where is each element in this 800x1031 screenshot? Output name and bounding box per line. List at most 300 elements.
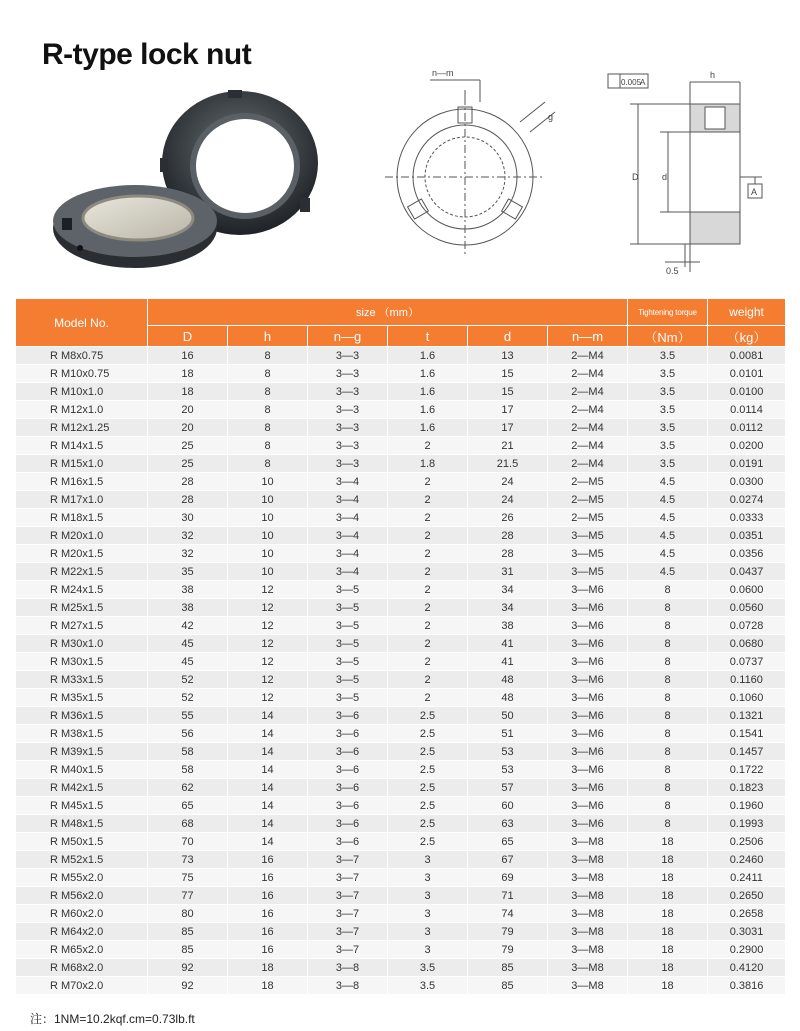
cell-d: 41 [468,653,548,671]
cell-nm: 3—M5 [548,563,628,581]
cell-torque: 3.5 [628,455,708,473]
cell-d: 24 [468,491,548,509]
cell-nm: 3—M6 [548,743,628,761]
cell-nm: 2—M4 [548,437,628,455]
cell-torque: 8 [628,725,708,743]
cell-torque: 8 [628,653,708,671]
table-row [16,437,786,455]
table-row [16,689,786,707]
cell-d: 26 [468,509,548,527]
cell-weight: 0.0274 [708,491,786,509]
cell-nm: 3—M6 [548,761,628,779]
cell-torque: 18 [628,923,708,941]
cell-d: 60 [468,797,548,815]
cell-d: 38 [468,617,548,635]
cell-nm: 3—M6 [548,635,628,653]
cell-h: 14 [228,707,308,725]
cell-h: 10 [228,527,308,545]
cell-D: 28 [148,491,228,509]
cell-weight: 0.1823 [708,779,786,797]
cell-ng: 3—5 [308,689,388,707]
table-row [16,365,786,383]
cell-model: R M33x1.5 [16,671,148,689]
cell-ng: 3—5 [308,617,388,635]
table-row [16,473,786,491]
table-row [16,779,786,797]
cell-D: 55 [148,707,228,725]
cell-t: 2 [388,671,468,689]
cell-ng: 3—3 [308,401,388,419]
cell-weight: 0.0351 [708,527,786,545]
cell-torque: 8 [628,761,708,779]
cell-model: R M52x1.5 [16,851,148,869]
table-row [16,617,786,635]
cell-d: 48 [468,671,548,689]
cell-weight: 0.0356 [708,545,786,563]
side-05-label: 0.5 [666,266,679,276]
cell-torque: 18 [628,887,708,905]
cell-d: 28 [468,527,548,545]
cell-ng: 3—4 [308,563,388,581]
side-h-label: h [710,70,716,80]
cell-ng: 3—6 [308,797,388,815]
cell-D: 38 [148,581,228,599]
cell-torque: 8 [628,707,708,725]
cell-torque: 3.5 [628,401,708,419]
cell-ng: 3—3 [308,419,388,437]
cell-model: R M20x1.0 [16,527,148,545]
table-row [16,509,786,527]
cell-torque: 18 [628,941,708,959]
cell-torque: 4.5 [628,545,708,563]
cell-weight: 0.0560 [708,599,786,617]
cell-h: 16 [228,869,308,887]
cell-model: R M42x1.5 [16,779,148,797]
cell-torque: 18 [628,833,708,851]
cell-ng: 3—5 [308,581,388,599]
cell-model: R M64x2.0 [16,923,148,941]
cell-nm: 3—M8 [548,869,628,887]
table-row [16,527,786,545]
side-view-drawing [590,62,790,282]
cell-model: R M15x1.0 [16,455,148,473]
page-title: R-type lock nut [42,38,252,71]
cell-h: 14 [228,725,308,743]
table-row [16,851,786,869]
cell-nm: 3—M6 [548,725,628,743]
header-torque-unit: （Nm） [628,326,708,347]
cell-ng: 3—6 [308,779,388,797]
cell-torque: 4.5 [628,563,708,581]
cell-d: 48 [468,689,548,707]
cell-nm: 2—M4 [548,419,628,437]
table-row [16,959,786,977]
table-row [16,761,786,779]
cell-t: 2.5 [388,797,468,815]
header-weight: weight [708,299,786,326]
cell-h: 16 [228,923,308,941]
cell-D: 92 [148,959,228,977]
cell-torque: 8 [628,599,708,617]
cell-d: 13 [468,347,548,365]
cell-t: 1.6 [388,365,468,383]
cell-ng: 3—7 [308,869,388,887]
cell-torque: 3.5 [628,365,708,383]
cell-torque: 18 [628,851,708,869]
cell-ng: 3—4 [308,473,388,491]
cell-D: 80 [148,905,228,923]
cell-model: R M25x1.5 [16,599,148,617]
cell-weight: 0.0100 [708,383,786,401]
cell-d: 85 [468,959,548,977]
cell-weight: 0.1321 [708,707,786,725]
cell-D: 85 [148,941,228,959]
cell-model: R M24x1.5 [16,581,148,599]
cell-nm: 2—M4 [548,365,628,383]
table-row [16,347,786,365]
cell-t: 2.5 [388,761,468,779]
cell-t: 2 [388,617,468,635]
cell-t: 3 [388,869,468,887]
cell-h: 10 [228,473,308,491]
table-row [16,653,786,671]
header-nm: n—m [548,326,628,347]
cell-nm: 3—M6 [548,689,628,707]
table-row [16,725,786,743]
cell-weight: 0.0600 [708,581,786,599]
cell-D: 92 [148,977,228,995]
cell-nm: 3—M8 [548,923,628,941]
cell-t: 1.6 [388,383,468,401]
cell-weight: 0.2658 [708,905,786,923]
cell-torque: 4.5 [628,509,708,527]
cell-nm: 2—M4 [548,383,628,401]
cell-t: 1.6 [388,401,468,419]
table-row [16,905,786,923]
cell-ng: 3—4 [308,545,388,563]
cell-ng: 3—7 [308,923,388,941]
cell-D: 16 [148,347,228,365]
cell-h: 16 [228,851,308,869]
cell-weight: 0.2650 [708,887,786,905]
cell-d: 15 [468,383,548,401]
cell-nm: 3—M6 [548,617,628,635]
side-d-label: d [662,172,668,182]
cell-ng: 3—3 [308,455,388,473]
cell-h: 12 [228,671,308,689]
header-h: h [228,326,308,347]
cell-model: R M20x1.5 [16,545,148,563]
cell-model: R M50x1.5 [16,833,148,851]
cell-torque: 18 [628,977,708,995]
cell-D: 25 [148,455,228,473]
cell-t: 2.5 [388,833,468,851]
table-row [16,581,786,599]
cell-h: 8 [228,383,308,401]
cell-D: 20 [148,401,228,419]
cell-torque: 4.5 [628,473,708,491]
cell-D: 62 [148,779,228,797]
cell-weight: 0.1060 [708,689,786,707]
cell-ng: 3—3 [308,437,388,455]
cell-nm: 2—M4 [548,455,628,473]
cell-h: 12 [228,635,308,653]
table-row [16,491,786,509]
cell-h: 12 [228,689,308,707]
cell-d: 41 [468,635,548,653]
cell-model: R M30x1.5 [16,653,148,671]
cell-weight: 0.0191 [708,455,786,473]
cell-ng: 3—6 [308,725,388,743]
cell-model: R M60x2.0 [16,905,148,923]
cell-model: R M10x1.0 [16,383,148,401]
cell-weight: 0.1960 [708,797,786,815]
cell-d: 17 [468,419,548,437]
cell-torque: 18 [628,959,708,977]
cell-model: R M18x1.5 [16,509,148,527]
cell-nm: 3—M6 [548,653,628,671]
cell-h: 8 [228,419,308,437]
table-row [16,671,786,689]
cell-h: 14 [228,815,308,833]
cell-weight: 0.1457 [708,743,786,761]
cell-t: 1.6 [388,347,468,365]
cell-torque: 3.5 [628,419,708,437]
cell-h: 14 [228,797,308,815]
table-row [16,455,786,473]
cell-torque: 8 [628,581,708,599]
cell-h: 14 [228,779,308,797]
table-row [16,869,786,887]
cell-nm: 3—M8 [548,959,628,977]
cell-t: 3 [388,905,468,923]
cell-ng: 3—8 [308,959,388,977]
cropped-top-text [0,0,800,8]
cell-model: R M8x0.75 [16,347,148,365]
cell-torque: 3.5 [628,437,708,455]
cell-t: 2 [388,635,468,653]
cell-D: 20 [148,419,228,437]
cell-d: 31 [468,563,548,581]
cell-weight: 0.0101 [708,365,786,383]
cell-d: 34 [468,581,548,599]
cell-nm: 3—M8 [548,941,628,959]
cell-torque: 3.5 [628,347,708,365]
cell-h: 16 [228,941,308,959]
cell-ng: 3—7 [308,905,388,923]
cell-ng: 3—7 [308,941,388,959]
side-datum-label: A [640,78,646,87]
table-row [16,797,786,815]
small-nut-image [53,185,217,268]
cell-t: 2.5 [388,707,468,725]
cell-D: 30 [148,509,228,527]
cell-ng: 3—5 [308,653,388,671]
cell-torque: 8 [628,779,708,797]
cell-h: 8 [228,401,308,419]
cell-model: R M45x1.5 [16,797,148,815]
cell-h: 14 [228,743,308,761]
cell-d: 21 [468,437,548,455]
cell-model: R M70x2.0 [16,977,148,995]
cell-t: 2.5 [388,779,468,797]
header-t: t [388,326,468,347]
cell-torque: 8 [628,617,708,635]
cell-nm: 3—M6 [548,671,628,689]
cell-ng: 3—3 [308,365,388,383]
cell-weight: 0.0333 [708,509,786,527]
table-row [16,833,786,851]
cell-t: 1.8 [388,455,468,473]
cell-D: 70 [148,833,228,851]
cell-weight: 0.1993 [708,815,786,833]
cell-D: 18 [148,365,228,383]
side-datum-box-label: A [751,187,758,197]
cell-D: 45 [148,635,228,653]
header-weight-unit: （kg） [708,326,786,347]
cell-D: 65 [148,797,228,815]
table-row [16,635,786,653]
table-row [16,545,786,563]
spec-table [15,298,786,995]
cell-weight: 0.0680 [708,635,786,653]
cell-D: 68 [148,815,228,833]
cell-t: 2 [388,491,468,509]
cell-model: R M35x1.5 [16,689,148,707]
cell-weight: 0.1722 [708,761,786,779]
table-row [16,707,786,725]
table-row [16,563,786,581]
cell-weight: 0.0200 [708,437,786,455]
cell-ng: 3—3 [308,383,388,401]
cell-d: 71 [468,887,548,905]
cell-model: R M56x2.0 [16,887,148,905]
cell-t: 2 [388,653,468,671]
cell-D: 52 [148,671,228,689]
table-row [16,941,786,959]
cell-weight: 0.4120 [708,959,786,977]
cell-D: 45 [148,653,228,671]
cell-t: 2 [388,581,468,599]
table-row [16,887,786,905]
cell-nm: 2—M4 [548,401,628,419]
cell-D: 77 [148,887,228,905]
cell-nm: 3—M6 [548,707,628,725]
cell-weight: 0.3031 [708,923,786,941]
cell-nm: 3—M8 [548,851,628,869]
lock-nut-photo [40,78,340,278]
cell-D: 85 [148,923,228,941]
cell-D: 52 [148,689,228,707]
cell-model: R M17x1.0 [16,491,148,509]
cell-model: R M14x1.5 [16,437,148,455]
cell-nm: 3—M8 [548,833,628,851]
cell-nm: 2—M5 [548,509,628,527]
cell-ng: 3—5 [308,671,388,689]
cell-h: 8 [228,455,308,473]
cell-h: 12 [228,653,308,671]
cell-model: R M40x1.5 [16,761,148,779]
cell-ng: 3—6 [308,743,388,761]
cell-torque: 8 [628,689,708,707]
cell-d: 53 [468,761,548,779]
cell-weight: 0.0437 [708,563,786,581]
cell-h: 18 [228,959,308,977]
cell-d: 79 [468,941,548,959]
cell-ng: 3—7 [308,887,388,905]
cell-d: 74 [468,905,548,923]
cell-torque: 4.5 [628,491,708,509]
cell-nm: 2—M5 [548,491,628,509]
cell-nm: 3—M6 [548,581,628,599]
header-ng: n—g [308,326,388,347]
cell-D: 42 [148,617,228,635]
cell-d: 79 [468,923,548,941]
cell-d: 63 [468,815,548,833]
side-tolerance-label: 0.005 [621,78,642,87]
cell-h: 14 [228,833,308,851]
cell-nm: 2—M5 [548,473,628,491]
cell-torque: 8 [628,797,708,815]
cell-t: 2 [388,689,468,707]
front-view-drawing [380,62,580,282]
table-body [16,347,786,995]
cell-h: 8 [228,347,308,365]
cell-d: 28 [468,545,548,563]
cell-ng: 3—6 [308,815,388,833]
cell-t: 3 [388,851,468,869]
table-row [16,419,786,437]
cell-model: R M27x1.5 [16,617,148,635]
cell-D: 32 [148,527,228,545]
cell-d: 57 [468,779,548,797]
cell-D: 25 [148,437,228,455]
cell-t: 3 [388,887,468,905]
cell-torque: 4.5 [628,527,708,545]
cell-model: R M10x0.75 [16,365,148,383]
cell-nm: 3—M8 [548,905,628,923]
header-torque: Tightening torque [628,299,708,326]
cell-h: 16 [228,887,308,905]
cell-ng: 3—7 [308,851,388,869]
cell-ng: 3—4 [308,491,388,509]
cell-torque: 8 [628,671,708,689]
header-model: Model No. [16,299,148,347]
cell-ng: 3—6 [308,833,388,851]
cell-model: R M12x1.25 [16,419,148,437]
cell-d: 67 [468,851,548,869]
cell-nm: 3—M6 [548,779,628,797]
cell-model: R M16x1.5 [16,473,148,491]
cell-weight: 0.0112 [708,419,786,437]
cell-t: 2 [388,509,468,527]
cell-D: 32 [148,545,228,563]
cell-h: 10 [228,563,308,581]
cell-h: 8 [228,365,308,383]
table-row [16,977,786,995]
cell-ng: 3—4 [308,527,388,545]
cell-ng: 3—5 [308,599,388,617]
cell-d: 17 [468,401,548,419]
table-row [16,815,786,833]
cell-torque: 8 [628,743,708,761]
cell-h: 12 [228,581,308,599]
cell-weight: 0.2506 [708,833,786,851]
cell-torque: 3.5 [628,383,708,401]
cell-h: 14 [228,761,308,779]
header-d: d [468,326,548,347]
cell-model: R M12x1.0 [16,401,148,419]
